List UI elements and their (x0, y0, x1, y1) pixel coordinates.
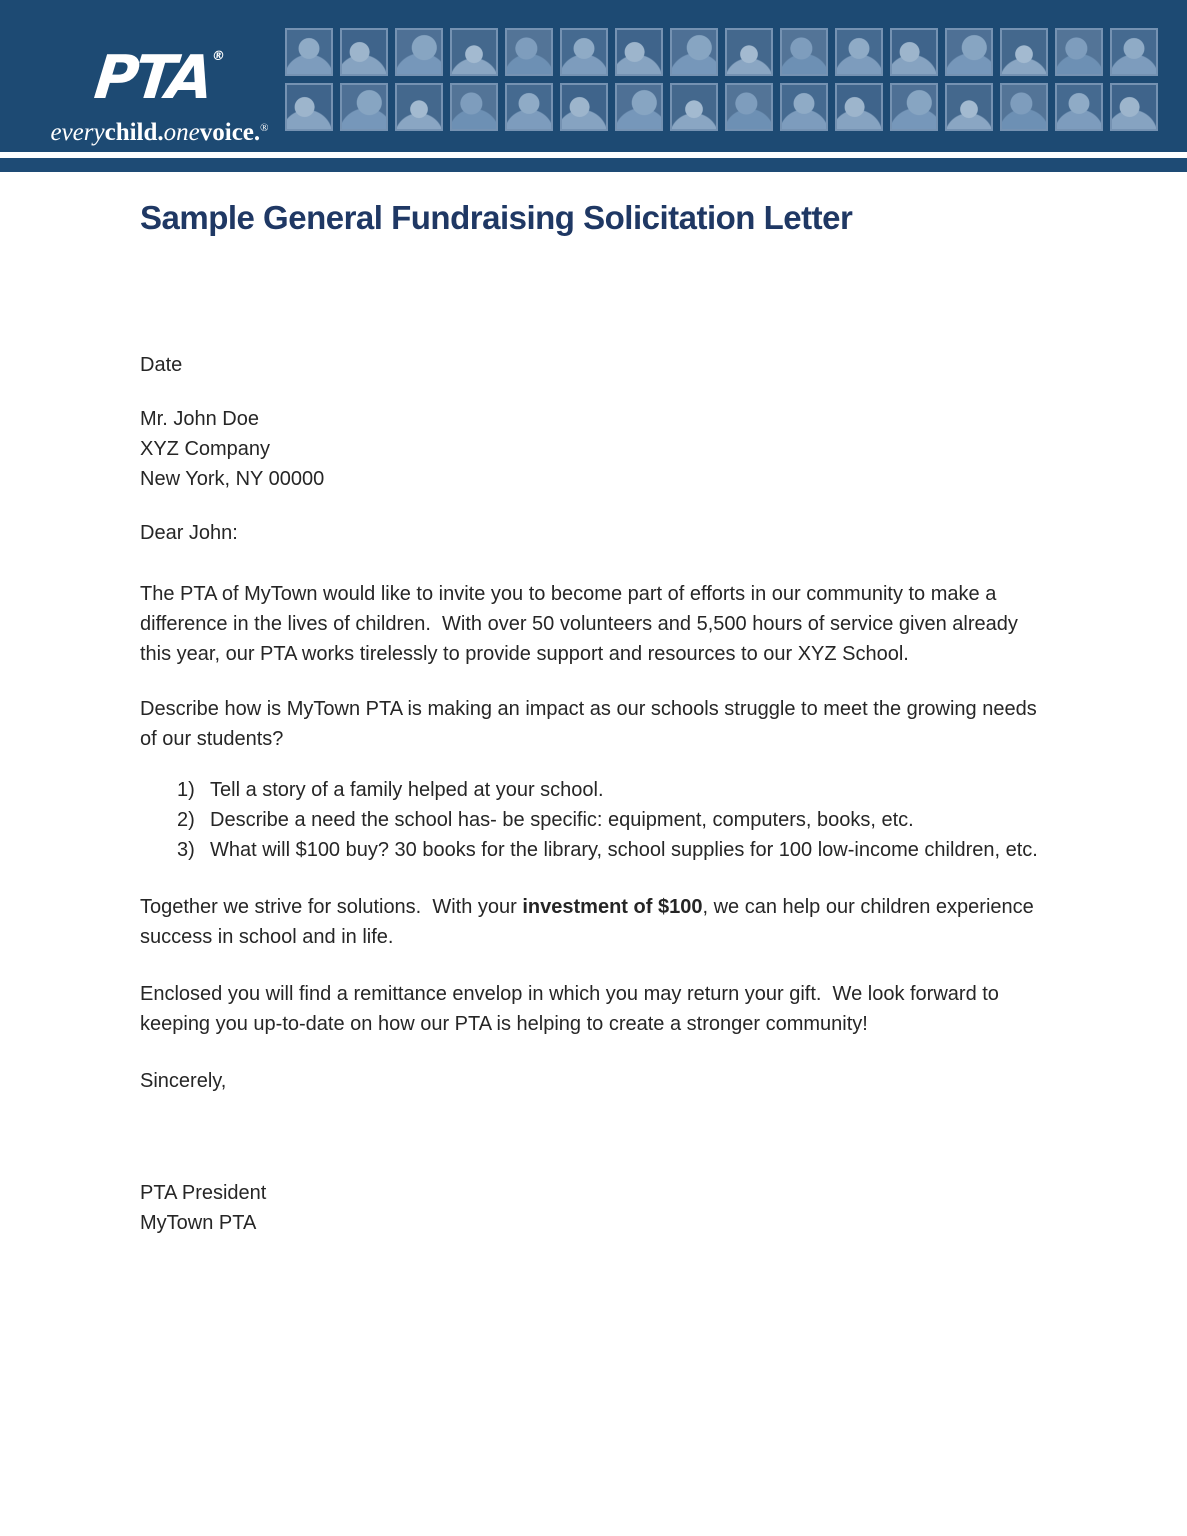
child-photo-tile (780, 28, 828, 76)
paragraph-invite: The PTA of MyTown would like to invite you to become part of efforts in our community to make a difference in the lives of children. With over 50 volunteers and 5,500 hours of service given already this year, our PTA works tirelessly to provide support and resources to our XYZ School. (140, 583, 1024, 665)
child-photo-tile (285, 83, 333, 131)
child-photo-tile (670, 83, 718, 131)
child-photo-tile (725, 83, 773, 131)
child-photo-tile (780, 83, 828, 131)
child-photo-tile (285, 28, 333, 76)
signature-title: PTA President (140, 1182, 267, 1204)
child-photo-tile (945, 28, 993, 76)
masthead-banner (0, 0, 1187, 152)
child-photo-tile (835, 83, 883, 131)
child-photo-tile (835, 28, 883, 76)
child-photo-tile (670, 28, 718, 76)
investment-text-after: , we can help our children experience success in school and in life. (140, 896, 1040, 948)
signature-block (140, 1178, 1050, 1238)
child-photo-tile (1110, 83, 1158, 131)
signature-org: MyTown PTA (140, 1212, 257, 1234)
list-item-text: What will $100 buy? 30 books for the library, school supplies for 100 low-income children, etc. (210, 839, 1038, 861)
child-photo-tile (615, 28, 663, 76)
child-photo-tile (505, 83, 553, 131)
paragraph-investment (140, 892, 1050, 952)
suggestion-list (140, 775, 1050, 865)
child-photo-tile (1000, 83, 1048, 131)
list-item (140, 775, 1050, 805)
child-photo-tile (560, 28, 608, 76)
investment-text-before: Together we strive for solutions. With your (140, 896, 523, 918)
child-photo-tile (340, 83, 388, 131)
date-line: Date (140, 354, 183, 376)
paragraph-enclosed: Enclosed you will find a remittance envelop in which you may return your gift. We look forward to keeping you up-to-date on how our PTA is helping to create a stronger community! (140, 983, 1005, 1035)
tagline-one: one (163, 119, 200, 146)
paragraph-impact-question: Describe how is MyTown PTA is making an impact as our schools struggle to meet the growing needs of our students? (140, 698, 1043, 750)
recipient-company: XYZ Company (140, 438, 271, 460)
pta-logo (42, 22, 277, 146)
pta-logo-text: PTA (90, 43, 213, 113)
header-accent-bar (0, 158, 1187, 172)
registered-trademark-icon: ® (210, 49, 226, 64)
registered-trademark-icon: ® (260, 122, 269, 134)
child-photo-tile (1110, 28, 1158, 76)
photo-grid (285, 28, 1158, 131)
list-marker: 2) (177, 809, 195, 831)
list-item (140, 805, 1050, 835)
list-marker: 1) (177, 779, 195, 801)
page-title: Sample General Fundraising Solicitation Letter (140, 199, 853, 236)
list-item (140, 835, 1050, 865)
closing-salutation: Sincerely, (140, 1070, 227, 1092)
child-photo-tile (1055, 28, 1103, 76)
child-photo-tile (1055, 83, 1103, 131)
pta-tagline (42, 115, 277, 146)
child-photo-tile (725, 28, 773, 76)
list-item-text: Describe a need the school has- be specific: equipment, computers, books, etc. (210, 809, 914, 831)
child-photo-tile (395, 83, 443, 131)
recipient-name: Mr. John Doe (140, 408, 259, 430)
tagline-child: child. (104, 119, 164, 146)
list-item-text: Tell a story of a family helped at your school. (210, 779, 604, 801)
tagline-every: every (50, 119, 105, 146)
child-photo-tile (395, 28, 443, 76)
recipient-city: New York, NY 00000 (140, 468, 325, 490)
child-photo-tile (560, 83, 608, 131)
list-marker: 3) (177, 839, 195, 861)
child-photo-tile (450, 83, 498, 131)
child-photo-tile (890, 83, 938, 131)
salutation: Dear John: (140, 522, 238, 544)
child-photo-tile (340, 28, 388, 76)
tagline-voice: voice. (199, 119, 261, 146)
child-photo-tile (450, 28, 498, 76)
letter-body (140, 350, 1050, 1238)
child-photo-tile (505, 28, 553, 76)
child-photo-tile (1000, 28, 1048, 76)
letter-page (0, 172, 1187, 1238)
pta-logo-icon (91, 22, 228, 113)
child-photo-tile (945, 83, 993, 131)
child-photo-tile (890, 28, 938, 76)
recipient-address-block (140, 404, 1050, 494)
investment-amount-bold: investment of $100 (522, 896, 703, 918)
child-photo-tile (615, 83, 663, 131)
